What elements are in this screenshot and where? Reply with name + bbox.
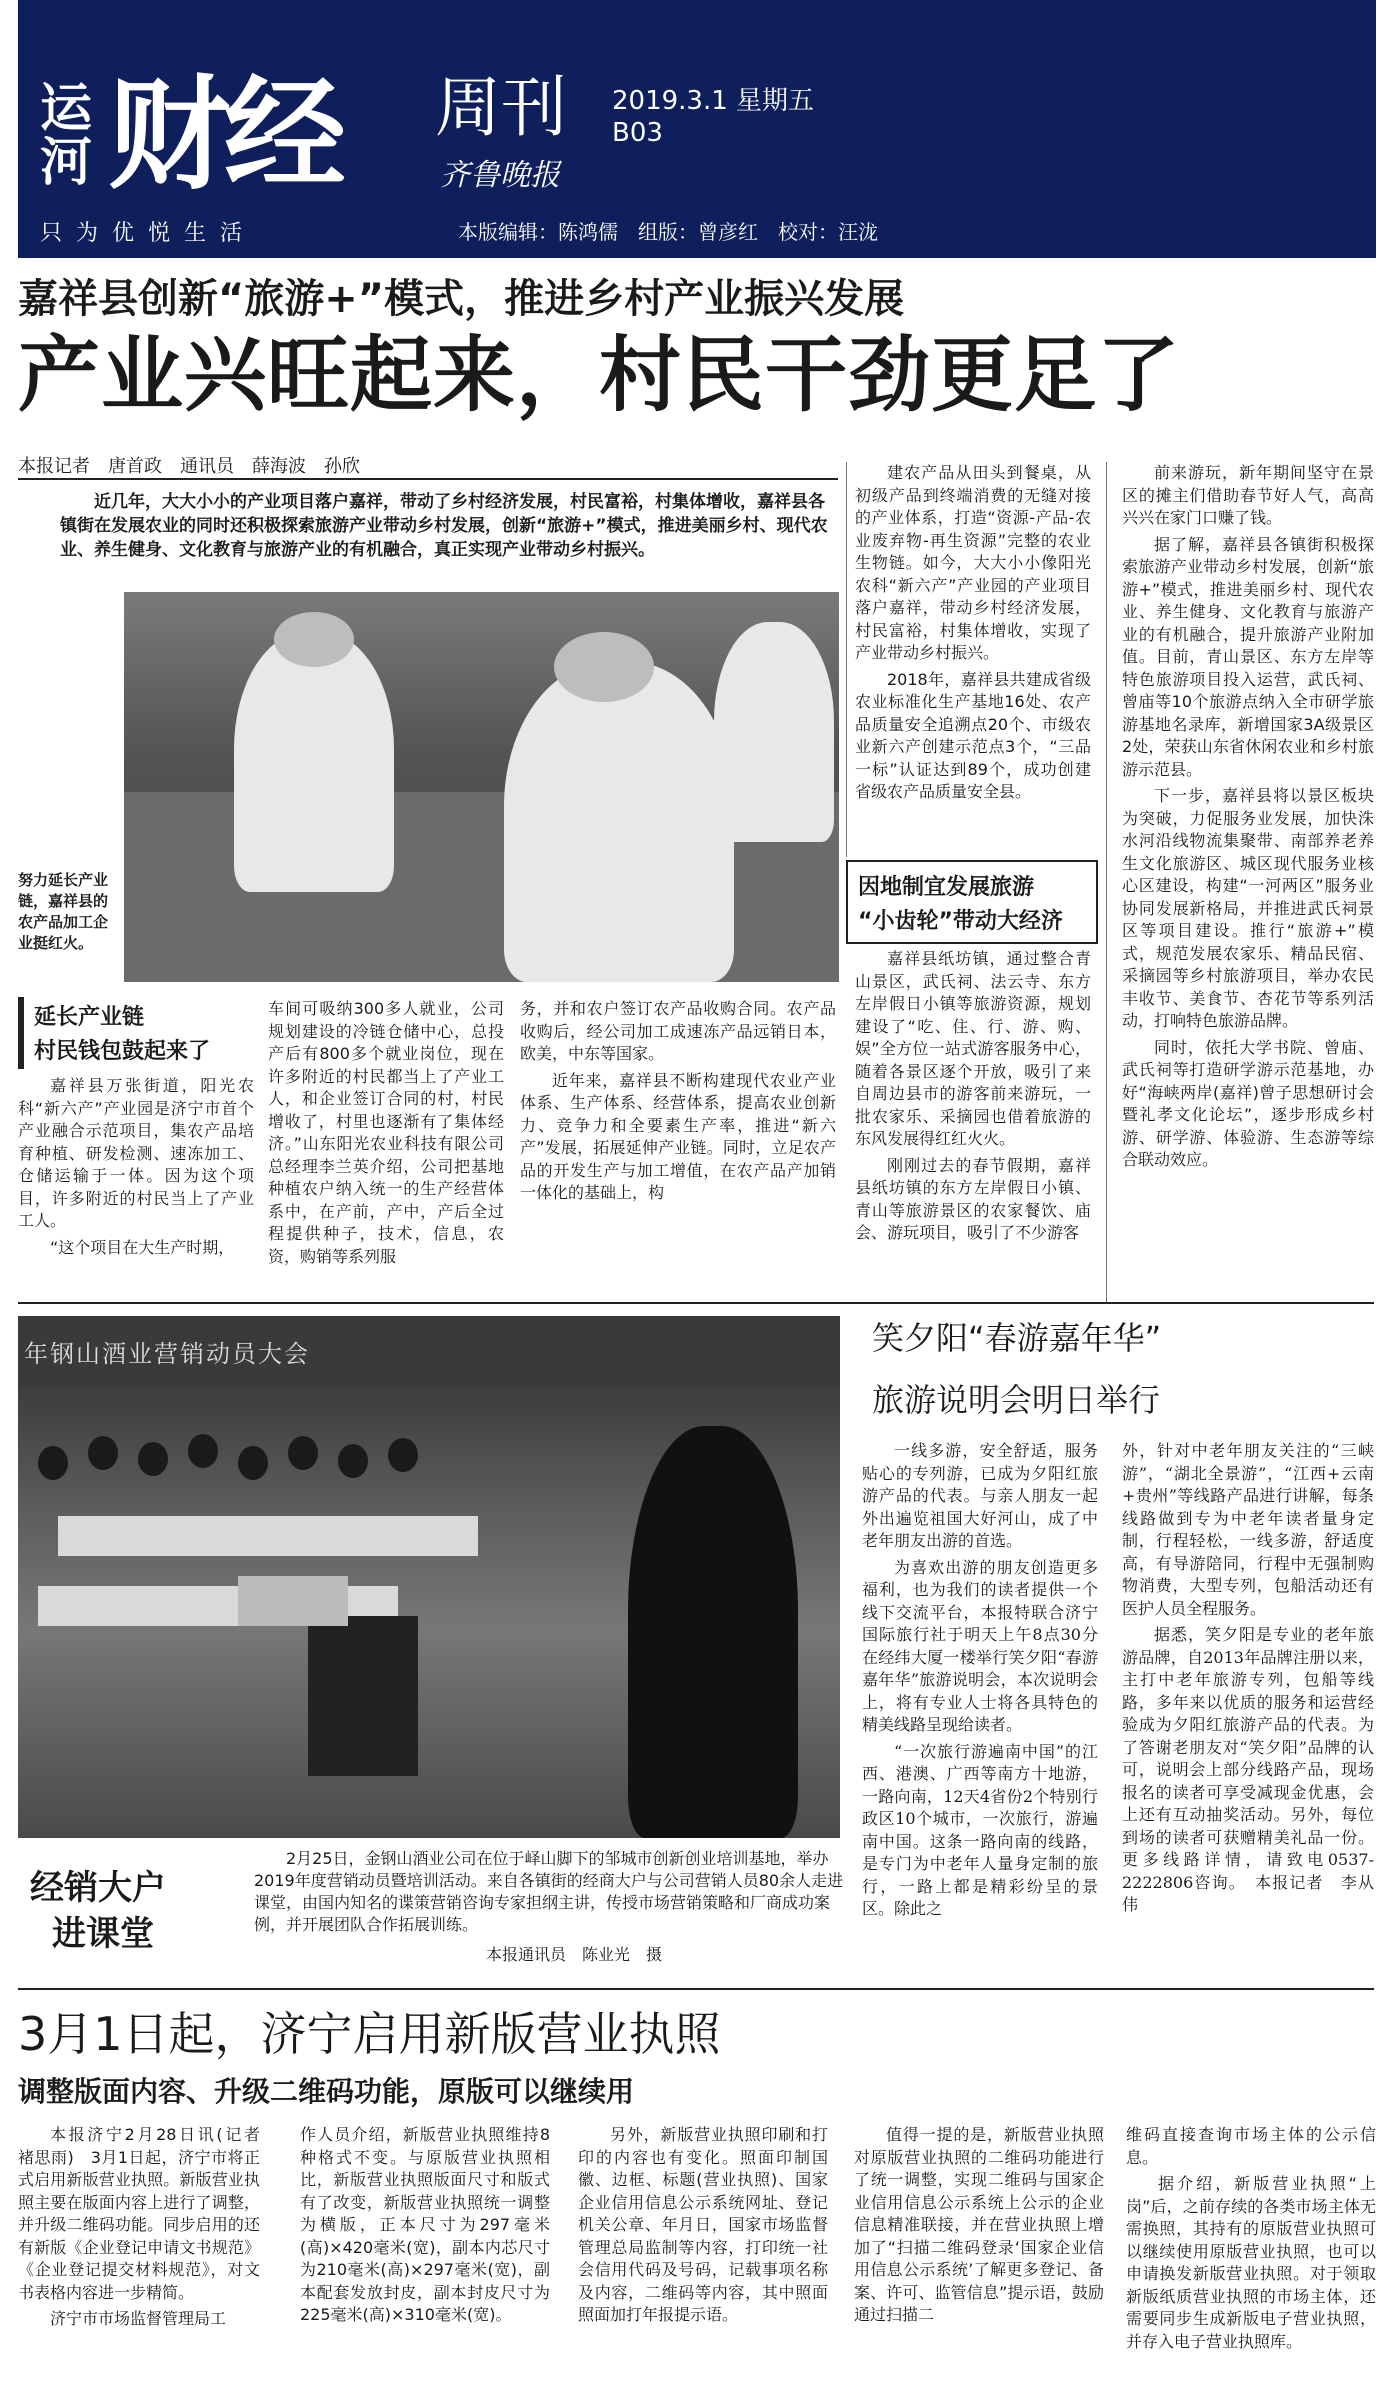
story4-column3 bbox=[578, 2124, 828, 2331]
paragraph: 2018年，嘉祥县共建成省级农业标准化生产基地16处、农产品质量安全追溯点20个、市级农业新六产创建示范点3个，“三品一标”认证达到89个，成功创建省级农产品质量安全县。 bbox=[855, 669, 1091, 801]
paragraph: 务，并和农户签订农产品收购合同。农产品收购后，经公司加工成速冻产品远销日本，欧美，中东等国家。 bbox=[520, 999, 836, 1063]
paragraph: 作人员介绍，新版营业执照维持8种格式不变。与原版营业执照相比，新版营业执照版面尺寸和版式有了改变，新版营业执照统一调整为横版，正本尺寸为297毫米(高)×420毫米(宽)，副本内芯尺寸为210毫米(高)×297毫米(宽)，副本配套发放封皮，副本封皮尺寸为225毫米(高)×310毫米(宽)。 bbox=[300, 2125, 550, 2324]
photo-worker-right bbox=[504, 662, 734, 982]
story1-subhead1-line1: 延长产业链 bbox=[34, 1005, 145, 1030]
paragraph: 据了解，嘉祥县各镇街积极探索旅游产业带动乡村发展，创新“旅游+”模式，推进美丽乡村、现代农业、养生健身、文化教育与旅游产业的有机融合，提升旅游产业附加值。目前，青山景区、东方左岸等特色旅游项目投入运营，武氏祠、曾庙等10个旅游点纳入全市研学旅游基地名录库，新增国家3A级景区2处，荣获山东省休闲农业和乡村旅游示范县。 bbox=[1122, 534, 1374, 779]
masthead-title: 财经 bbox=[108, 64, 340, 206]
photo-desks-row1 bbox=[58, 1516, 478, 1556]
story1-lead: 近几年，大大小小的产业项目落户嘉祥，带动了乡村经济发展，村民富裕，村集体增收，嘉祥县各镇街在发展农业的同时还积极探索旅游产业带动乡村发展，创新“旅游+”模式，推进美丽乡村、现代农业、养生健身、文化教育与旅游产业的有机融合，真正实现产业带动乡村振兴。 bbox=[60, 492, 828, 560]
masthead-page-number: B03 bbox=[612, 118, 663, 148]
paragraph: 车间可吸纳300多人就业，公司规划建设的冷链仓储中心，总投产后有800多个就业岗位，现在许多附近的村民都当上了产业工人，和企业签订合同的村，村民增收了，村里也逐渐有了集体经济。”山东阳光农业科技有限公司总经理李兰英介绍，公司把基地种植农户纳入统一的生产经营体系中，在产前，产中，产后全过程提供种子，技术，信息，农资，购销等系列服 bbox=[268, 999, 504, 1266]
story1-byline: 本报记者 唐首政 通讯员 薛海波 孙欣 bbox=[18, 456, 360, 477]
paragraph: “这个项目在大生产时期， bbox=[50, 1237, 235, 1257]
paragraph: 刚刚过去的春节假期，嘉祥县纸坊镇的东方左岸假日小镇、青山等旅游景区的农家餐饮、庙会、游玩项目，吸引了不少游客 bbox=[855, 1155, 1091, 1242]
paragraph: 嘉祥县纸坊镇，通过整合青山景区，武氏祠、法云寺、东方左岸假日小镇等旅游资源，规划建设了“吃、住、行、游、购、娱”全方位一站式游客服务中心，随着各景区逐个开放，吸引了来自周边县市的游客前来游玩，一批农家乐、采摘园也借着旅游的东风发展得红红火火。 bbox=[855, 949, 1091, 1148]
masthead-weekly: 周刊 bbox=[435, 69, 567, 146]
paragraph: 建农产品从田头到餐桌，从初级产品到终端消费的无缝对接的产业体系，打造“资源-产品-农业废弃物-再生资源”完整的农业生物链。如今，大大小小像阳光农科“新六产”产业园的产业项目落户嘉祥，带动乡村经济发展，村民富裕，村集体增收，实现了产业带动乡村振兴。 bbox=[855, 463, 1091, 662]
story3-column2 bbox=[1122, 1440, 1374, 1921]
masthead-date: 2019.3.1 星期五 bbox=[612, 86, 815, 116]
story2-caption: 2月25日，金钢山酒业公司在位于峄山脚下的邹城市创新创业培训基地，举办2019年度营销动员暨培训活动。来自各镇街的经商大户与公司营销人员80余人走进课堂，由国内知名的谍策营销咨询专家担纲主讲，传授市场营销策略和厂商成功案例，并开展团队合作拓展训练。 bbox=[254, 1849, 844, 1934]
story3-column1 bbox=[862, 1440, 1098, 1925]
story1-column-b3 bbox=[520, 998, 836, 1209]
story2-photo bbox=[18, 1316, 840, 1838]
paragraph: 嘉祥县万张街道，阳光农科“新六产”产业园是济宁市首个产业融合示范项目，集农产品培育种植、研发检测、速冻加工、仓储运输于一体。因为这个项目，许多附近的村民当上了产业工人。 bbox=[18, 1076, 254, 1230]
masthead-paper-name: 齐鲁晚报 bbox=[440, 158, 560, 193]
photo-worker-left-cap bbox=[274, 612, 354, 667]
story4-column4 bbox=[854, 2124, 1104, 2331]
photo-worker-left bbox=[234, 632, 394, 892]
paragraph: 前来游玩，新年期间坚守在景区的摊主们借助春节好人气，高高兴兴在家门口赚了钱。 bbox=[1122, 463, 1374, 527]
paragraph: 本报济宁2月28日讯(记者 褚思雨) 3月1日起，济宁市将正式启用新版营业执照。新版营业执照主要在版面内容上进行了调整，并升级二维码功能。同步启用的还有新版《企业登记申请文书规范》《企业登记提交材料规范》，对文书表格内容进一步精简。 bbox=[18, 2125, 277, 2302]
photo-worker-right-cap bbox=[554, 632, 654, 702]
paragraph: “一次旅行游遍南中国”的江西、港澳、广西等南方十地游，一路向南，12天4省份2个特别行政区10个城市，一次旅行，游遍南中国。这条一路向南的线路，是专门为中老年人量身定制的旅行，一路上都是精彩纷呈的景区。除此之 bbox=[862, 1741, 1098, 1918]
paragraph: 维码直接查询市场主体的公示信息。 bbox=[1126, 2125, 1376, 2167]
story1-subhead1-line2: 村民钱包鼓起来了 bbox=[34, 1039, 211, 1064]
story3-headline-line2: 旅游说明会明日举行 bbox=[872, 1381, 1161, 1419]
story1-column-b2 bbox=[268, 998, 504, 1272]
story1-headline: 产业兴旺起来，村民干劲更足了 bbox=[18, 328, 1181, 423]
story4-headline: 3月1日起，济宁启用新版营业执照 bbox=[18, 2007, 721, 2061]
story4-subhead: 调整版面内容、升级二维码功能，原版可以继续用 bbox=[18, 2075, 635, 2108]
story2-photo-credit: 本报通讯员 陈业光 摄 bbox=[486, 1945, 663, 1964]
story1-photo-caption: 努力延长产业链，嘉祥县的农产品加工企业挺红火。 bbox=[18, 871, 109, 952]
paragraph: 外，针对中老年朋友关注的“三峡游”，“湖北全景游”，“江西+云南+贵州”等线路产品进行讲解，每条线路做到专为中老年读者量身定制，行程轻松，一线多游，舒适度高，有导游陪同，行程中无强制购物消费，大型专列，包船活动还有医护人员全程服务。 bbox=[1122, 1441, 1374, 1618]
column-rule bbox=[846, 462, 847, 857]
paragraph: 据介绍，新版营业执照“上岗”后，之前存续的各类市场主体无需换照，其持有的原版营业执照可以继续使用原版营业执照，也可以申请换发新版营业执照。对于领取新版纸质营业执照的市场主体，还需要同步生成新版电子营业执照，并存入电子营业执照库。 bbox=[1126, 2174, 1376, 2351]
story1-rule bbox=[18, 478, 838, 480]
paragraph: 据悉，笑夕阳是专业的老年旅游品牌，自2013年品牌注册以来，主打中老年旅游专列，包船等线路，多年来以优质的服务和运营经验成为夕阳红旅游产品的代表。为了答谢老朋友对“笑夕阳”品牌的认可，说明会上部分线路产品，现场报名的读者可享受减现金优惠，会上还有互动抽奖活动。另外，每位到场的读者可获赠精美礼品一份。更多线路详情，请致电0537-2222806咨询。 本报记者 李从伟 bbox=[1122, 1625, 1374, 1914]
story1-column-b1 bbox=[18, 1075, 254, 1263]
paragraph: 济宁市市场监督管理局工 bbox=[50, 2309, 227, 2328]
photo-laptop bbox=[238, 1576, 348, 1626]
masthead-editors: 本版编辑：陈鸿儒 组版：曾彦红 校对：汪泷 bbox=[458, 220, 878, 244]
story4-column5 bbox=[1126, 2124, 1376, 2357]
masthead-yunhe: 运河 bbox=[40, 79, 93, 193]
story1-column-center-mid bbox=[855, 948, 1091, 1249]
section-rule bbox=[18, 1988, 1374, 1990]
story1-subhead2-line1: 因地制宜发展旅游 bbox=[858, 875, 1035, 900]
paragraph: 为喜欢出游的朋友创造更多福利，也为我们的读者提供一个线下交流平台，本报特联合济宁国际旅行社于明天上午8点30分在经纬大厦一楼举行笑夕阳“春游嘉年华”旅游说明会，本次说明会上，将有专业人士将各具特色的精美线路呈现给读者。 bbox=[862, 1557, 1098, 1734]
paragraph: 同时，依托大学书院、曾庙、武氏祠等打造研学游示范基地，办好“海峡两岸(嘉祥)曾子思想研讨会暨礼孝文化论坛”，逐步形成乡村游、研学游、体验游、生态游等综合联动效应。 bbox=[1122, 1037, 1374, 1169]
paragraph: 另外，新版营业执照印刷和打印的内容也有变化。照面印制国徽、边框、标题(营业执照)、国家企业信用信息公示系统网址、登记机关公章、年月日，国家市场监督管理总局监制等内容，打印统一社会信用代码及号码，记载事项名称及内容，二维码等内容，其中照面照面加打年报提示语。 bbox=[578, 2125, 828, 2324]
photo-podium bbox=[308, 1616, 418, 1776]
paragraph: 下一步，嘉祥县将以景区板块为突破，力促服务业发展，加快洙水河沿线物流集聚带、南部养老养生文化旅游区、城区现代服务业核心区建设，构建“一河两区”服务业协同发展新格局，并推进武氏祠景区等项目建设。推行“旅游+”模式，规范发展农家乐、精品民宿、采摘园等乡村旅游项目，举办农民丰收节、美食节、杏花节等系列活动，打响特色旅游品牌。 bbox=[1122, 786, 1374, 1030]
section-rule bbox=[18, 1302, 1374, 1304]
column-rule bbox=[1106, 462, 1107, 1302]
paragraph: 一线多游，安全舒适，服务贴心的专列游，已成为夕阳红旅游产品的代表。与亲人朋友一起外出遍览祖国大好河山，成了中老年朋友出游的首选。 bbox=[862, 1441, 1098, 1550]
story1-subhead2-line2: “小齿轮”带动大经济 bbox=[858, 909, 1063, 934]
story1-photo bbox=[124, 592, 839, 982]
paragraph: 值得一提的是，新版营业执照对原版营业执照的二维码功能进行了统一调整，实现二维码与国家企业信用信息公示系统上公示的企业信息精准联接，并在营业执照上增加了“扫描二维码登录‘国家企业信用信息公示系统’了解更多登记、备案、许可、监管信息”提示语，鼓励通过扫描二 bbox=[854, 2125, 1104, 2324]
photo-worker-back bbox=[714, 622, 834, 842]
story3-headline-line1: 笑夕阳“春游嘉年华” bbox=[872, 1319, 1162, 1357]
story2-subhead-line2: 进课堂 bbox=[52, 1914, 154, 1954]
paragraph: 近年来，嘉祥县不断构建现代农业产业体系、生产体系、经营体系，提高农业创新力、竞争力和全要素生产率，推进“新六产”发展，拓展延伸产业链。同时，立足农产品的开发生产与加工增值，在农产品产加销一体化的基础上，构 bbox=[520, 1070, 836, 1202]
story1-column-right bbox=[1122, 462, 1374, 1176]
story1-column-center-top bbox=[855, 462, 1091, 808]
photo-banner-text: 年钢山酒业营销动员大会 bbox=[24, 1340, 310, 1368]
story1-kicker: 嘉祥县创新“旅游+”模式，推进乡村产业振兴发展 bbox=[18, 276, 905, 322]
masthead-slogan: 只为优悦生活 bbox=[40, 221, 257, 246]
story2-subhead-line1: 经销大户 bbox=[30, 1868, 166, 1908]
photo-speaker bbox=[628, 1426, 798, 1838]
story4-column1 bbox=[18, 2124, 277, 2335]
story4-column2 bbox=[300, 2124, 550, 2331]
